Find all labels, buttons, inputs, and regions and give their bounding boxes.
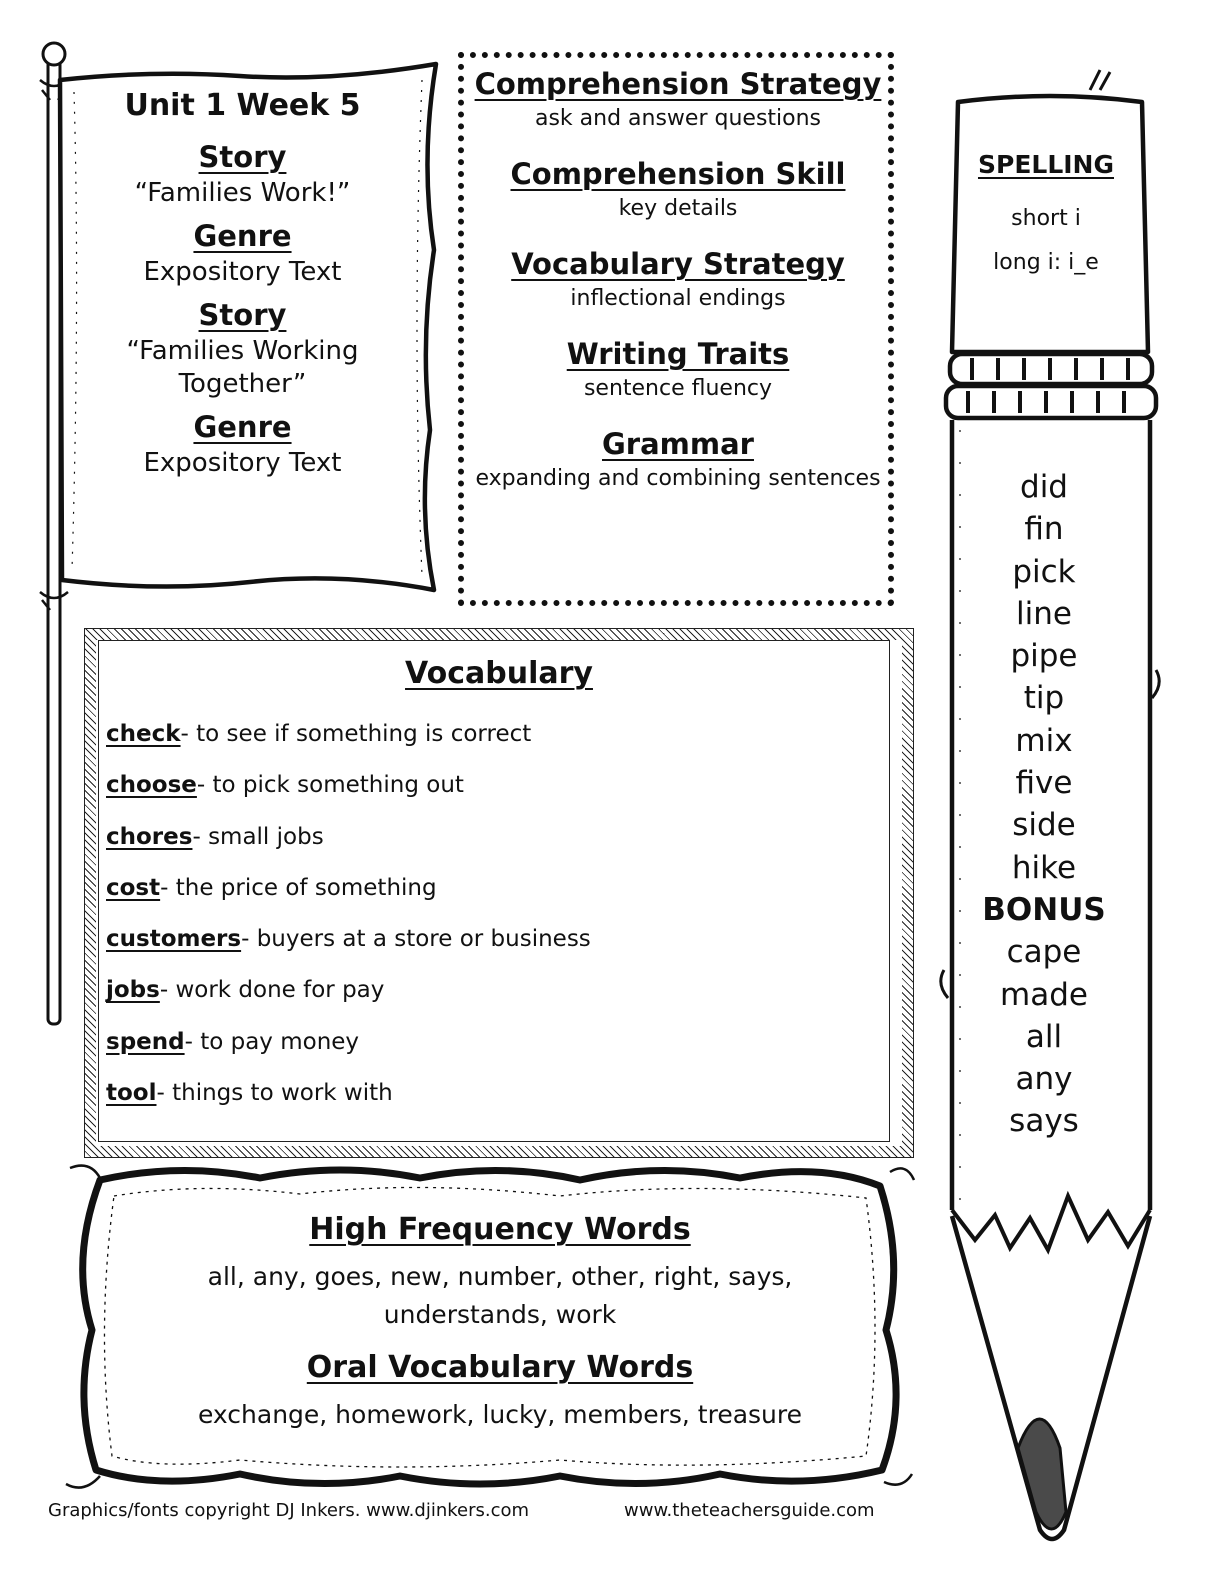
vocab-word: choose <box>106 772 197 799</box>
list-item: mix <box>1015 722 1073 759</box>
vocab-definition: - things to work with <box>156 1080 393 1107</box>
vocab-definition: - buyers at a store or business <box>241 926 591 953</box>
list-item: all <box>1025 1018 1063 1055</box>
vocabulary-strategy-heading: Vocabulary Strategy <box>511 247 845 281</box>
vocab-word: spend <box>106 1028 185 1055</box>
writing-traits-heading: Writing Traits <box>566 337 790 371</box>
comprehension-skill-heading: Comprehension Skill <box>510 157 846 191</box>
vocabulary-title: Vocabulary <box>405 656 593 691</box>
vocab-word: chores <box>106 823 193 850</box>
vocab-definition: - small jobs <box>192 823 324 850</box>
vocab-word: cost <box>106 874 161 901</box>
list-item: hike <box>1011 849 1077 886</box>
list-item: any <box>1015 1061 1073 1098</box>
list-item: fin <box>1024 511 1064 548</box>
vocab-definition: - the price of something <box>160 874 437 901</box>
vocab-definition: - to pick something out <box>196 772 464 799</box>
vocab-definition: - to see if something is correct <box>180 721 532 747</box>
list-item: made <box>1000 976 1088 1013</box>
high-frequency-title: High Frequency Words <box>309 1212 691 1247</box>
vocab-word: jobs <box>106 977 160 1004</box>
list-item: five <box>1015 765 1073 802</box>
oral-vocabulary-words: exchange, homework, lucky, members, treasure <box>197 1400 803 1429</box>
list-item: line <box>1016 595 1072 632</box>
list-item: side <box>1012 807 1076 844</box>
footer-website: www.theteachersguide.com <box>624 1500 875 1521</box>
spelling-eraser-content <box>960 150 1132 285</box>
vocab-definition: - to pay money <box>184 1028 360 1055</box>
comprehension-skill-text: key details <box>618 196 738 221</box>
grammar-text: expanding and combining sentences <box>475 466 881 491</box>
vocab-definition: - work done for pay <box>159 977 385 1004</box>
story-heading-2: Story <box>198 298 287 332</box>
story-heading-1: Story <box>198 140 287 174</box>
vocabulary-strategy-text: inflectional endings <box>570 286 786 311</box>
vocab-word: tool <box>106 1080 157 1107</box>
list-item: tip <box>1023 680 1065 717</box>
genre-text-2: Expository Text <box>143 448 342 478</box>
spelling-pattern-1: short i <box>1011 206 1081 231</box>
vocab-word: check <box>106 721 181 747</box>
bonus-label: BONUS <box>982 891 1106 928</box>
list-item: pipe <box>1010 638 1078 675</box>
comprehension-strategy-text: ask and answer questions <box>534 106 822 131</box>
grammar-heading: Grammar <box>602 427 754 461</box>
spelling-title: SPELLING <box>977 150 1114 179</box>
list-item: pick <box>1012 553 1076 590</box>
footer-copyright: Graphics/fonts copyright DJ Inkers. www.djinkers.com <box>48 1500 530 1521</box>
story-title-2: “Families Working Together” <box>126 336 359 399</box>
genre-heading-1: Genre <box>193 219 292 253</box>
spelling-pattern-2: long i: i_e <box>993 250 1099 275</box>
spelling-word-list <box>960 466 1128 1143</box>
oral-vocabulary-title: Oral Vocabulary Words <box>306 1350 694 1385</box>
genre-heading-2: Genre <box>193 410 292 444</box>
story-title-1: “Families Work!” <box>134 178 351 208</box>
list-item: cape <box>1006 934 1082 971</box>
high-frequency-words: all, any, goes, new, number, other, right, says, understands, work <box>207 1262 793 1329</box>
list-item: did <box>1020 469 1068 505</box>
comprehension-strategy-heading: Comprehension Strategy <box>474 67 882 101</box>
unit-title: Unit 1 Week 5 <box>124 88 361 123</box>
vocab-word: customers <box>106 926 242 953</box>
writing-traits-text: sentence fluency <box>583 376 773 401</box>
genre-text-1: Expository Text <box>143 257 342 287</box>
list-item: says <box>1009 1103 1079 1140</box>
